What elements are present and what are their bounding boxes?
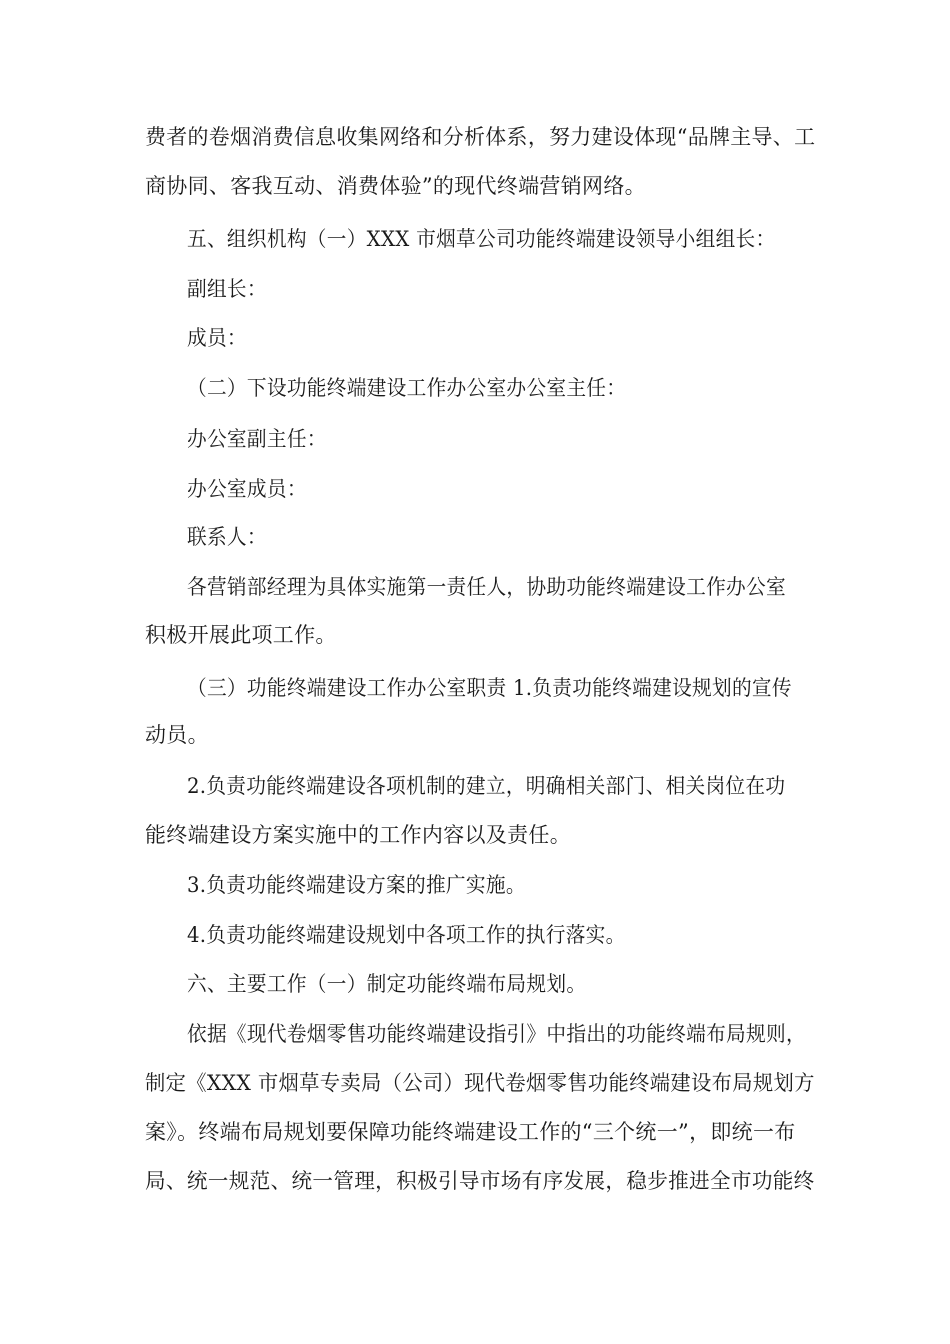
text-line: 制定《XXX 市烟草专卖局（公司）现代卷烟零售功能终端建设布局规划方 (145, 1071, 815, 1095)
text-line: 副组长： (187, 277, 267, 301)
text-line: 费者的卷烟消费信息收集网络和分析体系，努力建设体现“品牌主导、工 (145, 125, 816, 149)
text-line: 3.负责功能终端建设方案的推广实施。 (187, 873, 526, 897)
section-heading: 五、组织机构（一）XXX 市烟草公司功能终端建设领导小组组长： (187, 227, 776, 251)
text-line: 依据《现代卷烟零售功能终端建设指引》中指出的功能终端布局规则， (187, 1022, 806, 1046)
text-line: 各营销部经理为具体实施第一责任人，协助功能终端建设工作办公室 (187, 575, 786, 599)
text-line: 商协同、客我互动、消费体验”的现代终端营销网络。 (145, 174, 646, 198)
text-line: （二）下设功能终端建设工作办公室办公室主任： (187, 376, 627, 400)
text-line: 联系人： (187, 525, 267, 549)
text-line: 2.负责功能终端建设各项机制的建立，明确相关部门、相关岗位在功 (187, 774, 786, 798)
text-line: 动员。 (145, 723, 209, 747)
text-line: 办公室成员： (187, 477, 307, 501)
section-heading: 六、主要工作（一）制定功能终端布局规划。 (187, 972, 587, 996)
text-line: 办公室副主任： (187, 427, 327, 451)
text-line: （三）功能终端建设工作办公室职责 1.负责功能终端建设规划的宣传 (187, 676, 792, 700)
text-line: 案》。终端布局规划要保障功能终端建设工作的“三个统一”，即统一布 (145, 1120, 796, 1144)
text-line: 能终端建设方案实施中的工作内容以及责任。 (145, 823, 571, 847)
text-line: 局、统一规范、统一管理，积极引导市场有序发展，稳步推进全市功能终 (145, 1169, 815, 1193)
text-line: 4.负责功能终端建设规划中各项工作的执行落实。 (187, 923, 626, 947)
text-line: 成员： (187, 326, 247, 350)
text-line: 积极开展此项工作。 (145, 623, 337, 647)
